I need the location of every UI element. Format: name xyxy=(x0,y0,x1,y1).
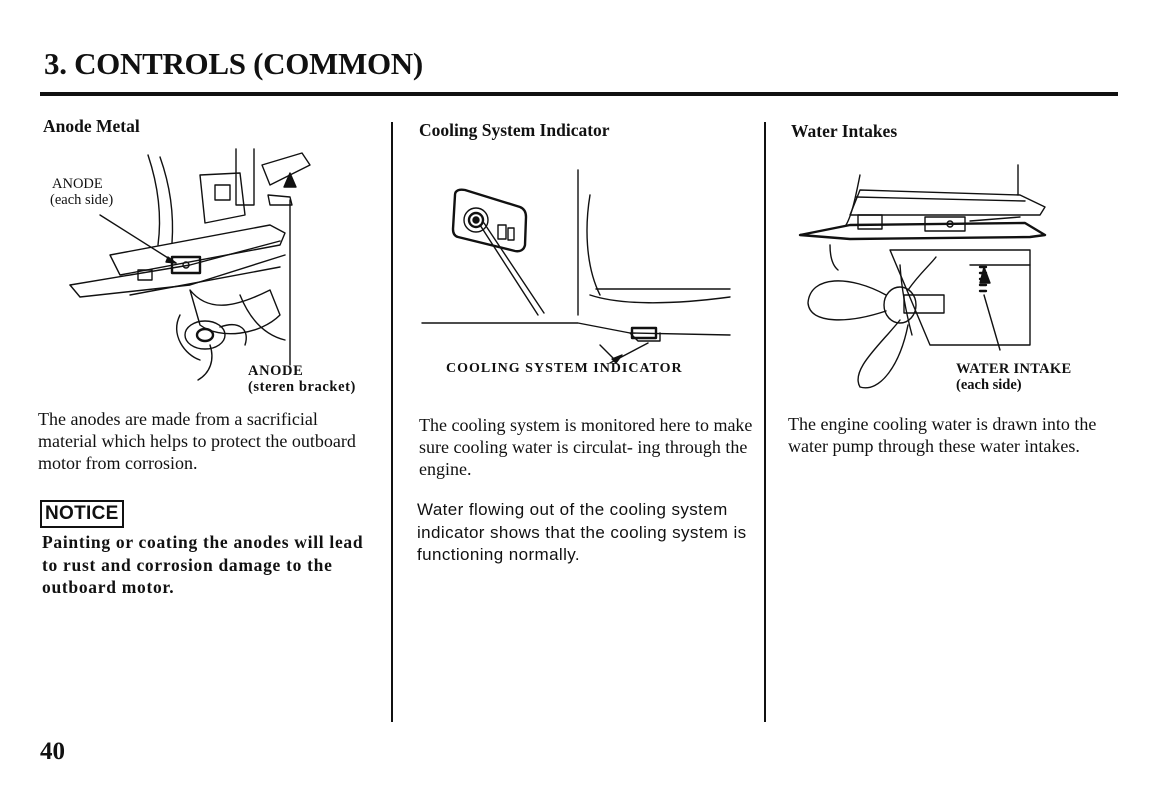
column-divider-right xyxy=(764,122,766,722)
water-intake-callout-line2: (each side) xyxy=(956,377,1022,393)
cooling-system-heading: Cooling System Indicator xyxy=(419,120,610,140)
water-intake-callout-line1: WATER INTAKE xyxy=(956,361,1072,377)
cooling-body-text: The cooling system is monitored here to make sure cooling water is circulat- ing through the engine. xyxy=(419,415,753,479)
water-intakes-body-text: The engine cooling water is drawn into the water pump through these water intakes. xyxy=(788,414,1097,456)
anode-callout-bottom-line2: (steren bracket) xyxy=(248,379,356,395)
cooling-body-text-2: Water flowing out of the cooling system indicator shows that the cooling system is functioning normally. xyxy=(417,500,747,564)
title-rule xyxy=(40,92,1118,96)
column-divider-left xyxy=(391,122,393,722)
page-number: 40 xyxy=(40,738,65,765)
water-intake-illustration xyxy=(790,155,1110,395)
notice-label: NOTICE xyxy=(40,500,124,528)
notice-text: Painting or coating the anodes will lead to rust and corrosion damage to the outboard motor. xyxy=(42,532,364,597)
water-intakes-heading: Water Intakes xyxy=(791,121,898,141)
anode-callout-top-line1: ANODE xyxy=(52,176,103,192)
anode-callout-bottom-line1: ANODE xyxy=(248,363,304,379)
anode-metal-heading: Anode Metal xyxy=(43,116,140,136)
cooling-indicator-illustration xyxy=(410,165,750,365)
anode-body-text: The anodes are made from a sacrificial material which helps to protect the outboard motor from corrosion. xyxy=(38,409,356,473)
cooling-indicator-callout: COOLING SYSTEM INDICATOR xyxy=(446,361,683,376)
anode-callout-top-line2: (each side) xyxy=(50,192,114,208)
page-title: 3. CONTROLS (COMMON) xyxy=(44,46,423,81)
